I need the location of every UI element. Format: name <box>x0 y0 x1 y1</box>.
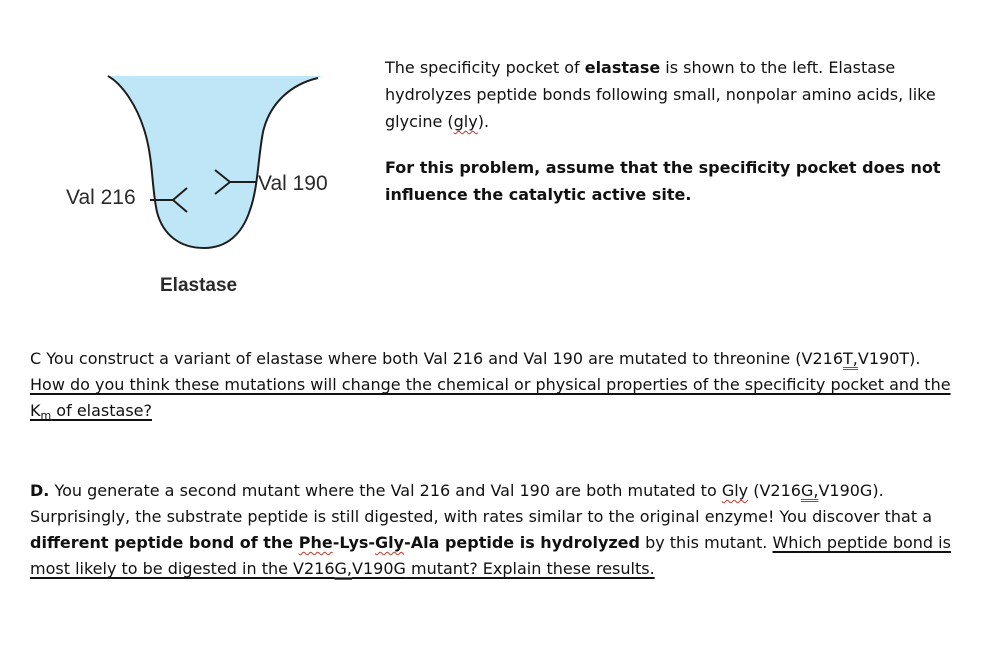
intro-paragraph-2: For this problem, assume that the specificity pocket does not influence the catalytic active site. <box>385 158 941 204</box>
spell-check-gly-peptide: Gly <box>375 533 405 552</box>
grammar-mark-t-comma: T, <box>843 349 858 368</box>
intro-text <box>385 54 975 208</box>
pocket-fill <box>108 76 322 248</box>
grammar-mark-g-comma-2: G, <box>334 559 353 578</box>
question-d: D. You generate a second mutant where the Val 216 and Val 190 are both mutated to Gly (V216G,V190G). Surprisingly, the substrate peptide is still digested, with rates similar to the original enzyme! You discover that a different peptide bond of the Phe-Lys-Gly-Ala peptide is hydrolyzed by this mutant. Which peptide bond is most likely to be digested in the V216G,V190G mutant? Explain these results. <box>30 481 951 578</box>
question-c-prompt: How do you think these mutations will change the chemical or physical properties of the specificity pocket and the $K_m$ of elastase? <box>30 375 951 422</box>
elastase-bold: elastase <box>584 58 661 77</box>
intro-paragraph-1: The specificity pocket of elastase is shown to the left. Elastase hydrolyzes peptide bonds following small, nonpolar amino acids, like glycine (gly). <box>385 58 936 131</box>
question-d-label: D. <box>30 481 50 500</box>
question-d-prompt: Which peptide bond is most likely to be digested in the V216G,V190G mutant? Explain these results. <box>30 533 951 578</box>
val-216-label: Val 216 <box>66 186 136 209</box>
spell-check-gly-d: Gly <box>721 481 749 500</box>
km-subscript: m <box>40 409 52 422</box>
grammar-mark-g-comma: G, <box>800 481 819 500</box>
question-c: C You construct a variant of elastase where both Val 216 and Val 190 are mutated to threonine (V216T,V190T). How do you think these mutations will change the chemical or physical properties of the specificity pocket and the $K_m$ of elastase? <box>30 349 951 422</box>
val-190-label: Val 190 <box>258 172 328 195</box>
elastase-pocket-figure <box>60 70 360 310</box>
peptide-bond-bold: different peptide bond of the Phe-Lys-Gly-Ala peptide is hydrolyzed <box>30 533 640 552</box>
spell-check-gly: gly <box>453 112 478 131</box>
spell-check-phe: Phe <box>298 533 333 552</box>
elastase-caption: Elastase <box>160 275 238 296</box>
